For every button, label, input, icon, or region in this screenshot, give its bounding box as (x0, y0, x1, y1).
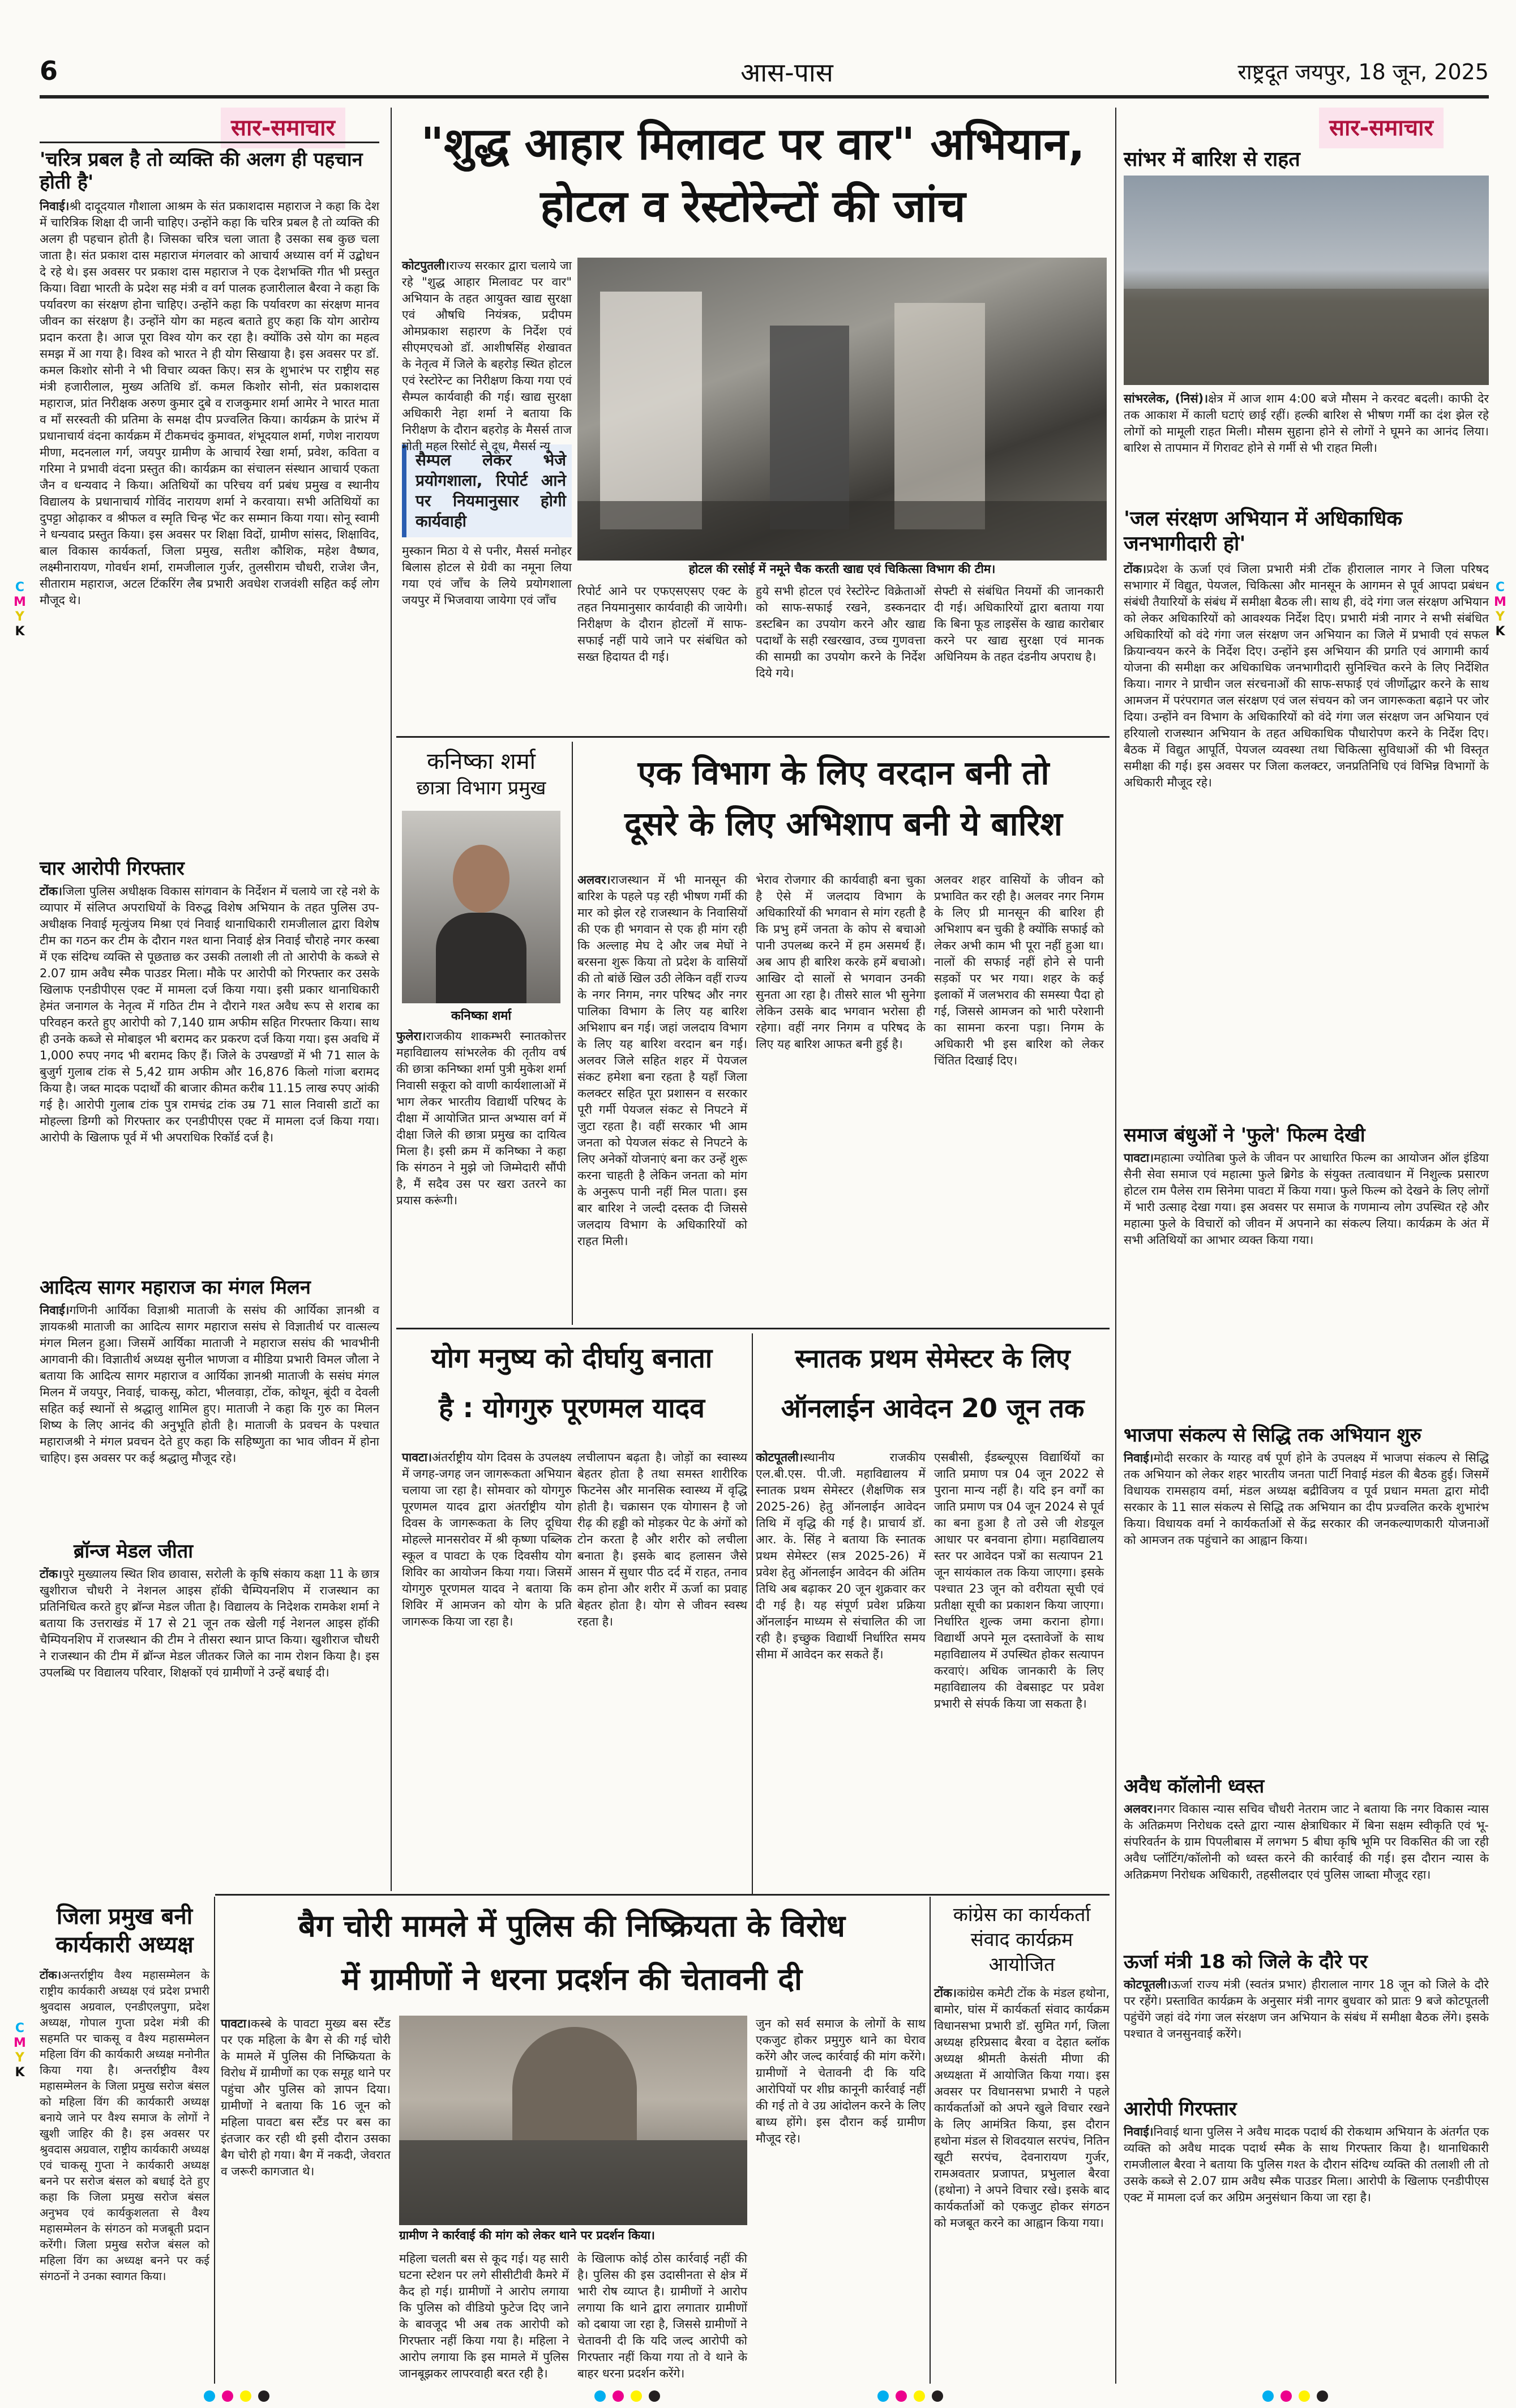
kanishka-body: फुलेरा।राजकीय शाकम्भरी स्नातकोत्तर महाविद्यालय सांभरलेक की तृतीय वर्ष की छात्रा कनिष्का शर्मा पुत्री मुकेश शर्मा निवासी सकूरा को वाणी कार्यशालाओं में भाग लेकर भारतीय विद्यार्थी परिषद के दीक्षा में आयोजित प्रान्त अभ्यास वर्ग में दीक्षा जिले की छात्रा प्रमुख का दायित्व मिला है। इसी क्रम में कनिष्का ने कहा कि संगठन ने मुझे जो जिम्मेदारी सौंपी है, मैं सदैव उस पर खरा उतरने का प्रयास करूंगी। (396, 1029, 566, 1207)
registration-dot (222, 2390, 233, 2402)
main-story-col-3: हुये सभी होटल एवं रेस्टोरेन्ट विक्रेताओं को साफ-सफाई रखने, डस्कनदार डस्टबिन का उपयोग करने और खाद्य पदार्थों के सही रखरखाव, उच्च गुणवत्ता की सामग्री का उपयोग करने के निर्देश दिये गये। (756, 584, 926, 680)
story-title-aditya-sagar: आदित्य सागर महाराज का मंगल मिलन (40, 1276, 311, 1299)
main-headline-line-1: "शुद्ध आहार मिलावट पर वार" अभियान, (421, 119, 1085, 170)
bag-col-3: के खिलाफ कोई ठोस कार्रवाई नहीं की है। पुलिस की इस उदासीनता से क्षेत्र में भारी रोष व्याप्त है। ग्रामीणों ने आरोप लगाया कि थाने द्वारा लगातार ग्रामीणों को दबाया जा रहा है, जिससे ग्रामीणों ने चेतावनी दी कि यदि जल्द आरोपी को गिरफ्तार नहीं किया गया तो वे थाने के बाहर धरना प्रदर्शन करेंगे। (577, 2252, 747, 2380)
center-rule-3 (215, 1894, 1110, 1896)
story-body-illegal-colony: अलवर।नगर विकास न्यास सचिव चौधरी नेतराम जाट ने बताया कि नगर विकास न्यास के अतिक्रमण निरोधक दस्ते द्वारा न्यास क्षेत्राधिकार में बिना सक्षम स्वीकृति एवं भू-संपरिवर्तन के ग्राम पिपलीबास में लगभग 5 बीघा कृषि भूमि पर विकसित की जा रही अवैध प्लॉटिंग/कॉलोनी को ध्वस्त करने की कार्रवाई की गई। इस दौरान न्यास के अतिक्रमण निरोधक अधिकारी, तहसीलदार एवं पुलिस जाब्ता मौजूद रहा। (1124, 1802, 1489, 1881)
hotel-kitchen-photo (577, 258, 1107, 561)
registration-dot (204, 2390, 215, 2402)
kanishka-name: कनिष्का शर्मा (427, 749, 536, 775)
story-body-district-chief: टोंक।अन्तर्राष्ट्रीय वैश्य महासम्मेलन के राष्ट्रीय कार्यकारी अध्यक्ष एवं प्रदेश प्रभारी श्रुवदास अग्रवाल, एनडीएलपुगा, प्रदेश अध्यक्ष, गोपाल गुप्ता प्रदेश मंत्री की सहमति पर चाकसू व वैश्य महासम्मेलन महिला विंग की कार्यकारी अध्यक्ष मनोनीत किया गया है। अन्तर्राष्ट्रीय वैश्य महासम्मेलन के जिला प्रमुख सरोज बंसल को महिला विंग की कार्यकारी अध्यक्ष बनाये जाने पर वैश्य समाज के लोगों ने खुशी जाहिर की है। इस अवसर पर श्रुवदास अग्रवाल, राष्ट्रीय कार्यकारी अध्यक्ष एवं चाकसू गुप्ता ने कार्यकारी अध्यक्ष बनने पर सरोज बंसल को बधाई देते हुए कहा कि जिला प्रमुख सरोज बंसल अनुभव एवं कार्यकुशलता से वैश्य महासम्मेलन के संगठन को मजबूती प्रदान करेंगी। जिला प्रमुख सरोज बंसल को महिला विंग का अध्यक्ष बनने पर कई संगठनों ने उनका स्वागत किया। (40, 1968, 209, 2283)
bag-col-2: महिला चलती बस से कूद गई। यह सारी घटना स्टेशन पर लगे सीसीटीवी कैमरे में कैद हो गई। ग्रामीणों ने आरोप लगाया कि पुलिस को वीडियो फुटेज दिए जाने के बावजूद भी अब तक आरोपी को गिरफ्तार नहीं किया गया है। महिला ने आरोप लगाया कि इस मामले में पुलिस जानबूझकर लापरवाही बरत रही है। (399, 2252, 569, 2380)
story-body-accused-arrested: निवाई।निवाई थाना पुलिस ने अवैध मादक पदार्थ की रोकथाम अभियान के अंतर्गत एक व्यक्ति को अवैध मादक पदार्थ स्मैक के साथ गिरफ्तार किया है। थानाधिकारी रामजीलाल बैरवा ने बताया कि पुलिस गश्त के दौरान संदिग्ध व्यक्ति की तलाशी ली तो उसके कब्जे से 2.07 ग्राम अवैध स्मैक पाउडर मिला। आरोपी के खिलाफ एनडीपीएस एक्ट में मामला दर्ज कर अग्रिम अनुसंधान किया जा रहा है। (1124, 2125, 1489, 2204)
main-story-col-4: सेफ्टी से संबंधित नियमों की जानकारी दी गई। अधिकारियों द्वारा बताया गया कि बिना फूड लाइसेंस के खाद्य कारोबार करने पर खाद्य सुरक्षा एवं मानक अधिनियम के तहत दंडनीय अपराध है। (934, 584, 1104, 664)
registration-dot (258, 2390, 269, 2402)
main-story-col-2: रिपोर्ट आने पर एफएसएसए एक्ट के तहत नियमानुसार कार्यवाही की जायेगी। निरीक्षण के दौरान होटलों में साफ-सफाई नहीं पाये जाने पर संबंधित को सख्त हिदायत दी गई। (577, 584, 747, 664)
right-column-stories (1124, 507, 1489, 2386)
main-story-col-1: कोटपुतली।राज्य सरकार द्वारा चलाये जा रहे "शुद्ध आहार मिलावट पर वार" अभियान के तहत आयुक्त खाद्य सुरक्षा एवं औषधि नियंत्रक, प्रदीपम ओमप्रकाश सहारण के निर्देश एवं सीएमएचओ डॉ. आशीषसिंह शेखावत के नेतृत्व में जिले के बहरोड़ स्थित होटल एवं रेस्टोरेन्ट का निरीक्षण किया गया एवं सैम्पल कार्यवाही की गई। खाद्य सुरक्षा अधिकारी नेहा शर्मा ने बताया कि निरीक्षण के दौरान बहरोड़ के मैसर्स ताज मोती महल रिसोर्ट से दूध, मैसर्स न्यू सैम्पल लेकर भेजे प्रयोगशाला, रिपोर्ट आने पर नियमानुसार होगी कार्यवाही मुस्कान मिठा ये से पनीर, मैसर्स मनोहर बिलास होटल से ग्रेवी का नमूना लिया गया एवं जाँच के लिये प्रयोगशाला जयपुर में भिजवाया जायेगा एवं जाँच (402, 259, 572, 607)
main-headline (396, 113, 1110, 255)
bag-cong-divider (930, 1897, 931, 2384)
story-title-illegal-colony: अवैध कॉलोनी ध्वस्त (1124, 1775, 1265, 1798)
cmyk-marks-left-2: C M Y K (14, 2021, 26, 2080)
registration-dot (1262, 2390, 1274, 2402)
page-number: 6 (40, 55, 58, 86)
story-title-district-chief: जिला प्रमुख बनी कार्यकारी अध्यक्ष (55, 1904, 194, 1958)
yoga-col-2: लचीलापन बढ़ता है। जोड़ों का स्वास्थ्य बेहतर होता है तथा समस्त शारीरिक फिटनेस और मानसिक स्वास्थ्य में वृद्धि होती है। चक्रासन एक योगासन है जो रीढ़ की हड्डी को मोड़कर पेट के अंगों को टोन करता है और शरीर को लचीला बनाता है। इसके बाद हलासन जैसे आसन में सुधार पीठ दर्द में राहत, तनाव कम होना और शरीर में ऊर्जा का प्रवाह बेहतर होता है। योग से जीवन स्वस्थ रहता है। (577, 1451, 747, 1628)
section-name: आस-पास (740, 57, 833, 88)
story-body-aditya-sagar: निवाई।गणिनी आर्यिका विज्ञाश्री माताजी के ससंघ की आर्यिका ज्ञानश्री व ज्ञायकश्री माताजी का आदित्य सागर महाराज ससंघ से विज्ञातीर्थ पर वात्सल्य मंगल मिलन हुआ। जिसमें आर्यिका माताजी ने महाराज ससंघ की भावभीनी आगवानी की। विज्ञातीर्थ अध्यक्ष सुनील भाणजा व मीडिया प्रभारी विमल जौला ने बताया कि आदित्य सागर महाराज व आर्यिका ज्ञानश्री माताजी के ससंघ मंगल मिलन में जयपुर, निवाई, चाकसू, कोटा, भीलवाड़ा, टोंक, कोथून, बूंदी व देवली सहित कई स्थानों से श्रद्धालु शामिल हुए। माताजी ने कहा कि गुरु का मिलन शिष्य के लिए आनंद की अनुभूति होती है। माताजी के प्रवचन के पश्चात महाराजश्री ने मंगल प्रवचन देते हुए कहा कि सहिष्णुता का भाव जीवन में होना चाहिए। इस अवसर पर कई श्रद्धालु मौजूद रहे। (40, 1303, 379, 1465)
grad-col-2: एसबीसी, ईडब्ल्यूएस विद्यार्थियों का जाति प्रमाण पत्र 04 जून 2022 से पुराना मान्य नहीं है। यदि इन वर्गों का जाति प्रमाण पत्र 04 जून 2024 से पूर्व का बना हुआ है तो उसे जी शेडयूल आधार पर बनवाना होगा। महाविद्यालय स्तर पर आवेदन पत्रों का सत्यापन 21 जून सायंकाल तक किया जाएगा। इसके पश्चात 23 जून को वरीयता सूची एवं प्रतीक्षा सूची का प्रकाशन किया जाएगा। निर्धारित शुल्क जमा कराना होगा। विद्यार्थी अपने मूल दस्तावेजों के साथ महाविद्यालय में उपस्थित होकर सत्यापन करवाएं। अधिक जानकारी के लिए महाविद्यालय की वेबसाइट पर प्रवेश प्रभारी से संपर्क किया जा सकता है। (934, 1451, 1104, 1710)
cmyk-marks-left: C M Y K (14, 580, 26, 639)
header-rule (40, 95, 1489, 99)
kanishka-photo (402, 811, 560, 1003)
page-header (40, 51, 1489, 96)
registration-dot (1281, 2390, 1292, 2402)
story-title-accused-arrested: आरोपी गिरफ्तार (1124, 2098, 1237, 2120)
sample-callout: सैम्पल लेकर भेजे प्रयोगशाला, रिपोर्ट आने पर नियमानुसार होगी कार्यवाही (402, 444, 572, 537)
kanishka-photo-caption: कनिष्का शर्मा (451, 1009, 512, 1023)
grad-col-1: कोटपूतली।स्थानीय राजकीय एल.बी.एस. पी.जी. महाविद्यालय में स्नातक प्रथम सेमेस्टर (शैक्षणिक सत्र 2025-26) हेतु ऑनलाईन आवेदन तिथि में वृद्धि की गई है। प्राचार्य डॉ. आर. के. सिंह ने बताया कि स्नातक प्रथम सेमेस्टर (सत्र 2025-26) में प्रवेश हेतु ऑनलाईन आवेदन की अंतिम तिथि अब बढ़ाकर 20 जून शुक्रवार कर दी गई है। यह संपूर्ण प्रवेश प्रक्रिया ऑनलाईन माध्यम से संचालित की जा रही है। इच्छुक विद्यार्थी निर्धारित समय सीमा में आवेदन कर सकते हैं। (756, 1451, 926, 1661)
story-title-four-arrested: चार आरोपी गिरफ्तार (40, 857, 185, 880)
story-title-character: 'चरित्र प्रबल है तो व्यक्ति की अलग ही पहचान होती है' (40, 148, 363, 194)
yoga-grad-divider (752, 1333, 753, 1894)
registration-dot (240, 2390, 251, 2402)
registration-dot (877, 2390, 889, 2402)
sambhar-rain-photo (1124, 176, 1489, 385)
left-column (40, 148, 379, 2062)
registration-dot (914, 2390, 925, 2402)
sar-samachar-label-right: सार-समाचार (1319, 108, 1444, 148)
district-chief-story (40, 1902, 209, 2401)
sar-samachar-label-left: सार-समाचार (221, 108, 345, 148)
bag-col-1: पावटा।कस्बे के पावटा मुख्य बस स्टैंड पर एक महिला के बैग से की गई चोरी के मामले में पुलिस की निष्क्रियता के विरोध में ग्रामीणों का एक समूह थाने पर पहुंचा और पुलिस को ज्ञापन दिया। ग्रामीणों ने बताया कि 16 जून को महिला पावटा बस स्टैंड पर बस का इंतजार कर रही थी इसी दौरान उसका बैग चोरी हो गया। बैग में नकदी, जेवरात व जरूरी कागजात थे। (221, 2017, 391, 2178)
story-body-character: निवाई।श्री दादूदयाल गौशाला आश्रम के संत प्रकाशदास महाराज ने कहा कि देश में चारित्रिक शिक्षा दी जानी चाहिए। उन्होंने कहा कि चरित्र प्रबल है तो व्यक्ति की अलग ही पहचान होती है। जिसका चरित्र चला जाता है उसका सब कुछ चला जाता है। संत प्रकाश दास महाराज मंगलवार को आचार्य अध्यास वर्ग में उद्बोधन दे रहे थे। इस अवसर पर प्रकाश दास महाराज ने एक देशभक्ति गीत भी प्रस्तुत किया। विद्या भारती के प्रदेश सह मंत्री व वर्ग पालक हजारीलाल बैरवा ने कहा कि पर्यावरण का संरक्षण होना चाहिए। उन्होंने कहा कि पर्यावरण का संरक्षण मानव जीवन का संरक्षण है। उन्होंने योग का महत्व बताते हुए कहा कि योग आरोग्य प्रदान करता है। आज पूरा विश्व योग कर रहा है। क्योंकि उसे योग का महत्व समझ में आ गया है। विश्व को भारत ने ही योग सिखाया है। इस अवसर पर डॉ. कमल किशोर सोनी ने भी विचार व्यक्त किए। सत्र के शुभारंभ पर राष्ट्रीय सह मंत्री हजारीलाल, मुख्य अतिथि डॉ. कमल किशोर सोनी, संत प्रकाशदास महाराज, प्रांत निरीक्षक अरुण कुमार दुबे व राजकुमार शर्मा आमेर ने भारत माता व माँ सरस्वती की प्रतिमा के समक्ष दीप प्रज्वलित किया। कार्यक्रम के प्रारंभ में प्रधानाचार्य वंदना कार्यक्रम में टीकमचंद कुमावत, शंभूदयाल शर्मा, गणेश नारायण मीणा, मदनलाल गर्ग, जयपुर ग्रामीण के आचार्य रेखा शर्मा, प्रवेश, कविता व गरिमा ने प्रभावी वंदना प्रस्तुत की। कार्यक्रम का संचालन संस्थान आचार्य एकता जैन व धन्यवाद ने किया। अतिथियों का परिचय वर्ग प्रबंध प्रमुख व स्थानीय विद्यालय के प्रधानाचार्य गोविंद नारायण शर्मा ने करवाया। सभी अतिथियों का दुपट्टा ओढ़ाकर व श्रीफल व स्मृति चिन्ह भेंट कर सम्मान किया गया। सोनू स्वामी ने धन्यवाद प्रस्तुत किया। इस अवसर पर शिक्षा विदों, ग्रामीण सांसद, शिक्षाविद, बाल विकास कार्यकर्ता, जिला प्रमुख, सतीश कौशिक, महेश वैष्णव, लक्ष्मीनारायण, गोवर्धन शर्मा, रामजीलाल गुर्जर, तुलसीराम चौधरी, राजेश जैन, सीताराम महाराज, अटल टिंकरिंग लैब प्रभारी अवधेश राजवंशी सहित कई लोग मौजूद थे। (40, 199, 379, 607)
protest-photo-caption: ग्रामीण ने कार्रवाई की मांग को लेकर थाने पर प्रदर्शन किया। (399, 2229, 655, 2242)
registration-dot (1317, 2390, 1328, 2402)
registration-dot (613, 2390, 624, 2402)
center-rule-2 (396, 1328, 1110, 1329)
registration-dot (896, 2390, 907, 2402)
main-headline-line-2: होटल व रेस्टोरेन्टों की जांच (540, 181, 966, 232)
right-sambhar-title: सांभर में बारिश से राहत (1124, 148, 1300, 171)
story-title-bronze-medal: ब्रॉन्ज मेडल जीता (74, 1540, 194, 1563)
rain-headline: एक विभाग के लिए वरदान बनी तो दूसरे के लिए अभिशाप बनी ये बारिश (624, 754, 1063, 843)
registration-dot (1299, 2390, 1310, 2402)
story-body-energy-minister: कोटपूतली।ऊर्जा राज्य मंत्री (स्वतंत्र प्रभार) हीरालाल नागर 18 जून को जिले के दौरे पर रहेंगे। प्रस्तावित कार्यक्रम के अनुसार मंत्री नागर बुधवार को प्रातः 9 बजे कोटपूतली पहुंचेंगे जहां वंदे गंगा जल संरक्षण जन अभियान के संबंध में समीक्षा बैठक लेंगे। इसके पश्चात वे जनसुनवाई करेंगे। (1124, 1978, 1489, 2041)
story-title-water-conservation: 'जल संरक्षण अभियान में अधिकाधिक जनभागीदारी हो' (1124, 507, 1403, 555)
bag-col-4: जुन को सर्व समाज के लोगों के साथ एकजुट होकर प्रमुगुरु थाने का घेराव करेंगे और जल्द कार्रवाई की मांग करेंगे। ग्रामीणों ने चेतावनी दी कि यदि आरोपियों पर शीघ्र कानूनी कार्रवाई नहीं की गई तो वे उग्र आंदोलन करने के लिए बाध्य होंगे। इस दौरान कई ग्रामीण मौजूद रहे। (756, 2017, 926, 2145)
story-body-phule-film: पावटा।महात्मा ज्योतिबा फुले के जीवन पर आधारित फिल्म का आयोजन ऑल इंडिया सैनी सेवा समाज एवं महात्मा फुले ब्रिगेड के संयुक्त तत्वावधान में निशुल्क प्रसारण होटल राम पैलेस राम सिनेमा पावटा में किया गया। फुले फिल्म को देखने के लिए लोगों में भारी उत्साह देखा गया। इस अवसर पर समाज के गणमान्य लोग उपस्थित रहे और महात्मा फुले के विचारों को जीवन में अपनाने का संकल्प लिया। कार्यक्रम के अंत में सभी अतिथियों का आभार व्यक्त किया गया। (1124, 1151, 1489, 1247)
yoga-col-1: पावटा।अंतर्राष्ट्रीय योग दिवस के उपलक्ष्य में जगह-जगह जन जागरूकता अभियान चलाया जा रहा है। सोमवार को योगगुरु पूरणमल यादव द्वारा अंतर्राष्ट्रीय योग दिवस के जागरूकता के लिए दूधिया मोहल्ले मानसरोवर में श्री कृष्णा पब्लिक स्कूल व पावटा के एक दिवसीय योग शिविर का आयोजन किया गया। जिसमें योगगुरु पूरणमल यादव ने बताया कि शिविर में आमजन को योग के प्रति जागरूक किया जा रहा है। (402, 1451, 572, 1628)
story-body-bjp-campaign: निवाई।मोदी सरकार के ग्यारह वर्ष पूर्ण होने के उपलक्ष्य में भाजपा संकल्प से सिद्धि तक अभियान को लेकर शहर भारतीय जनता पार्टी निवाई मंडल की बैठक हुई। जिसमें विधायक रामसहाय वर्मा, मंडल अध्यक्ष बद्रीविजय व पूर्व प्रधान ममता द्वारा मोदी सरकार के 11 साल संकल्प से सिद्धि तक अभियान का दीप प्रज्वलित करके शुभारंभ किया। विधायक वर्मा ने कार्यकर्ताओं से केंद्र सरकार की जनकल्याणकारी योजनाओं को आमजन तक पहुंचाने का आह्वान किया। (1124, 1451, 1489, 1547)
rain-col-1: अलवर।राजस्थान में भी मानसून की बारिश के पहले पड़ रही भीषण गर्मी की मार को झेल रहे राजस्थान के निवासियों की एक ही भगवान से एक ही मांग रही कि अल्लाह मेघ दे और जब मेघों ने बरसना शुरू किया तो प्रदेश के वासियों की तो बांछें खिल उठी लेकिन वहीं राज्य के नगर निगम, नगर परिषद और नगर पालिका विभाग के लिए यह बारिश अभिशाप बन गई। जहां जलदाय विभाग के लिए यह बारिश वरदान बन गई। अलवर जिले सहित शहर में पेयजल संकट हमेशा बना रहता है यहाँ जिला कलक्टर सहित पूरा प्रशासन व सरकार पूरी गर्मी पेयजल संकट से निपटने में जुटा रहता है। वहीं सरकार भी आम जनता को पेयजल संकट से निपटने के लिए अनेकों योजनाएं बना कर उन्हें शुरू करना चाहती है लेकिन जनता को मांग के अनुरूप पानी नहीं मिल पाता। इस बार बारिश ने जल्दी दस्तक दी जिससे जलदाय विभाग के अधिकारियों को राहत मिली। (577, 873, 747, 1248)
congress-story: कांग्रेस का कार्यकर्ता संवाद कार्यक्रम आयोजित टोंक।कांग्रेस कमेटी टोंक के मंडल हथोना, बामोर, घांस में कार्यकर्ता संवाद कार्यक्रम विधानसभा प्रभारी डॉ. सुमित गर्ग, जिला अध्यक्ष हरिप्रसाद बैरवा व देहात ब्लॉक अध्यक्ष श्रीमती केसंती मीणा की अध्यक्षता में आयोजित किया गया। इस अवसर पर विधानसभा प्रभारी ने पहले कार्यकर्ताओं को अपने खुले विचार रखने के लिए आमंत्रित किया, इस दौरान हथोना मंडल से शिवदयाल सरपंच, नितिन खूटी सरपंच, देवनारायण गुर्जर, रामअवतार प्रजापत, प्रभुलाल बैरवा (हथोना) ने अपने विचार रखे। इसके बाद कार्यकर्ताओं को एकजुट होकर संगठन को मजबूत करने का आह्वान किया गया। (934, 1904, 1110, 2230)
story-title-phule-film: समाज बंधुओं ने 'फुले' फिल्म देखी (1124, 1124, 1365, 1147)
dateline: राष्ट्रदूत जयपुर, 18 जून, 2025 (1237, 59, 1489, 84)
registration-dot (594, 2390, 606, 2402)
kanishka-block (396, 742, 566, 1325)
rain-col-3: अलवर शहर वासियों के जीवन को प्रभावित कर रही है। अलवर नगर निगम के लिए प्री मानसून की बारिश ही अभिशाप बन चुकी है क्योंकि सफाई को लेकर अभी काम भी पूरा नहीं हुआ था। नालों की सफाई नहीं होने से पानी सड़कों पर भर गया। शहर के कई इलाकों में जलभराव की समस्या पैदा हो गई, जिससे आमजन को भारी परेशानी का सामना करना पड़ा। निगम के अधिकारी भी इस बारिश को लेकर चिंतित दिखाई दिए। (934, 873, 1104, 1067)
kanishka-role: छात्रा विभाग प्रमुख (416, 777, 546, 799)
protest-photo (399, 2016, 747, 2225)
story-body-water-conservation: टोंक।प्रदेश के ऊर्जा एवं जिला प्रभारी मंत्री टोंक हीरालाल नागर ने जिला परिषद सभागार में विद्युत, पेयजल, चिकित्सा और मानसून के आगमन से पूर्व आपदा प्रबंधन संबंधी तैयारियों के संबंध में समीक्षा बैठक ली। साथ ही, वंदे गंगा जल संरक्षण अभियान को लेकर अधिकारियों को आवश्यक निर्देश दिए। प्रभारी मंत्री नागर ने सभी संबंधित अधिकारियों को वंदे गंगा जल संरक्षण जन अभियान का जिले में प्रभावी एवं सफल क्रियान्वयन करने के निर्देश दिए। उन्होंने इस अभियान की प्रगति एवं आगामी कार्य योजना की समीक्षा कर अधिकाधिक जनभागीदारी सुनिश्चित करने के लिए निर्देशित किया। नागर ने प्राचीन जल संरचनाओं की साफ-सफाई एवं जीर्णोद्धार करने के साथ आमजन में परंपरागत जल संरक्षण एवं जल संचयन को जन जागरूकता बढ़ाने पर जोर दिया। उन्होंने वन विभाग के अधिकारियों को वंदे गंगा जल संरक्षण जन अभियान एवं हरियालो राजस्थान अभियान के तहत अधिकाधिक पौधारोपण करने के निर्देश दिए। बैठक में विद्युत आपूर्ति, पेयजल व्यवस्था तथा चिकित्सा सुविधाओं की भी विस्तृत समीक्षा की गई। इस अवसर पर जिला कलक्टर, जनप्रतिनिधि एवं विभिन्न विभागों के अधिकारी मौजूद रहे। (1124, 562, 1489, 789)
district-divider (214, 1897, 215, 2384)
portrait-divider (572, 742, 573, 1325)
col-divider-right (1115, 108, 1116, 2384)
registration-dot (649, 2390, 660, 2402)
center-rule-1 (396, 736, 1110, 738)
rain-col-2: भेराव रोजगार की कार्यवाही बना चुका है ऐसे में जलदाय विभाग के अधिकारियों की भगवान से मांग रहती है कि प्रभु हमें जनता के कोप से बचाओ पानी उपलब्ध करने में हम असमर्थ हैं। अब आप ही बारिश करके हमें बचाओ। आखिर दो सालों से भगवान उनकी सुनता आ रहा है। तीसरे साल भी सुनेगा लेकिन उसके बाद भगवान भरोसा ही रहेगा। वहीं नगर निगम व परिषद के लिए यह बारिश आफत बनी हुई है। (756, 873, 926, 1051)
yoga-headline: योग मनुष्य को दीर्घायु बनाता है : योगगुरु पूरणमल यादव (431, 1342, 713, 1424)
story-body-four-arrested: टोंक।जिला पुलिस अधीक्षक विकास सांगवान के निर्देशन में चलाये जा रहे नशे के व्यापार में संलिप्त अपराधियों के विरुद्ध विशेष अभियान के तहत पुलिस उप-अधीक्षक निवाई मृत्युंजय मिश्रा एवं निवाई थानाधिकारी रामजीलाल द्वारा विशेष टीम का गठन कर टीम के दौरान गश्त थाना निवाई क्षेत्र निवाई चौराहे नगर कस्बा में एक संदिग्ध व्यक्ति से पूछताछ कर उसकी तलाशी ली तो आरोपी के कब्जे से 2.07 ग्राम अवैध स्मैक पाउडर मिला। मौके पर आरोपी को गिरफ्तार कर उसके खिलाफ एनडीपीएस एक्ट में मामला दर्ज किया गया। इसी प्रकार थानाधिकारी हेमंत जनागल के नेतृत्व में गठित टीम ने दौराने गश्त अवैध रूप से शराब का परिवहन करते हुए आरोपी को 7,140 ग्राम अफीम सहित गिरफ्तार किया। साथ ही उनके कब्जे से मोबाइल भी बरामद कर प्रकरण दर्ज किया गया। इस अवधि में 1,000 रुपए नगद भी बरामद किए हैं। जिले के उपखण्डों में भी 71 साल के बुजुर्ग गुलाब टांक से 5,42 ग्राम अफीम और 16,876 किलो गांजा बरामद किया है। जब्त मादक पदार्थों की बाजार कीमत करीब 11.15 लाख रुपए आंकी गई है। आरोपी गुलाब टांक पुत्र रामचंद्र टांक उम्र 71 साल निवासी डाटों का मोहल्ला डिग्गी को गिरफ्तार कर एनडीपीएस एक्ट में मामला दर्ज किया गया। आरोपी के खिलाफ पूर्व में भी अपराधिक रिकॉर्ड दर्ज है। (40, 884, 379, 1144)
story-body-bronze-medal: टोंक।पुरे मुख्यालय स्थित शिव छावास, सरोली के कृषि संकाय कक्षा 11 के छात्र खुशीराज चौधरी ने नेशनल आइस हॉकी चैम्पियनशिप में राजस्थान का प्रतिनिधित्व करते हुए ब्रॉन्ज मेडल जीता है। विद्यालय के निदेशक रामकेश शर्मा ने बताया कि उत्तराखंड में 17 से 21 जून तक खेली गई नेशनल आइस हॉकी चैम्पियनशिप में राजस्थान की टीम ने तीसरा स्थान प्राप्त किया। खुशीराज चौधरी ने राजस्थान की टीम में ब्रॉन्ज मेडल जीतकर जिले का नाम रोशन किया है। इस उपलब्धि पर विद्यालय परिवार, शिक्षकों एवं ग्रामीणों ने उन्हें बधाई दी। (40, 1567, 379, 1679)
left-top-rule (40, 142, 379, 143)
bag-headline: बैग चोरी मामले में पुलिस की निष्क्रियता के विरोध में ग्रामीणों ने धरना प्रदर्शन की चेतावनी दी (298, 1908, 845, 1997)
col-divider-left (391, 108, 392, 1891)
cmyk-marks-right: C M Y K (1494, 580, 1506, 639)
story-title-energy-minister: ऊर्जा मंत्री 18 को जिले के दौरे पर (1124, 1951, 1368, 1973)
grad-headline: स्नातक प्रथम सेमेस्टर के लिए ऑनलाईन आवेदन 20 जून तक (781, 1343, 1085, 1423)
registration-dot (631, 2390, 642, 2402)
story-title-bjp-campaign: भाजपा संकल्प से सिद्धि तक अभियान शुरु (1124, 1424, 1421, 1447)
hotel-photo-caption: होटल की रसोई में नमूने चैक करती खाद्य एवं चिकित्सा विभाग की टीम। (688, 562, 996, 576)
registration-dots (0, 2390, 1516, 2404)
sambhar-body: सांभरलेक, (निसं)।क्षेत्र में आज शाम 4:00 बजे मौसम ने करवट बदली। काफी देर तक आकाश में काली घटाएं छाई रहीं। हल्की बारिश से भीषण गर्मी का दंश झेल रहे लोगों को मामूली राहत मिली। मौसम सुहाना होने से लोगों ने घूमने का आनंद लिया। बारिश से तापमान में गिरावट होने से गर्मी से भी राहत मिली। (1124, 392, 1489, 455)
registration-dot (932, 2390, 943, 2402)
